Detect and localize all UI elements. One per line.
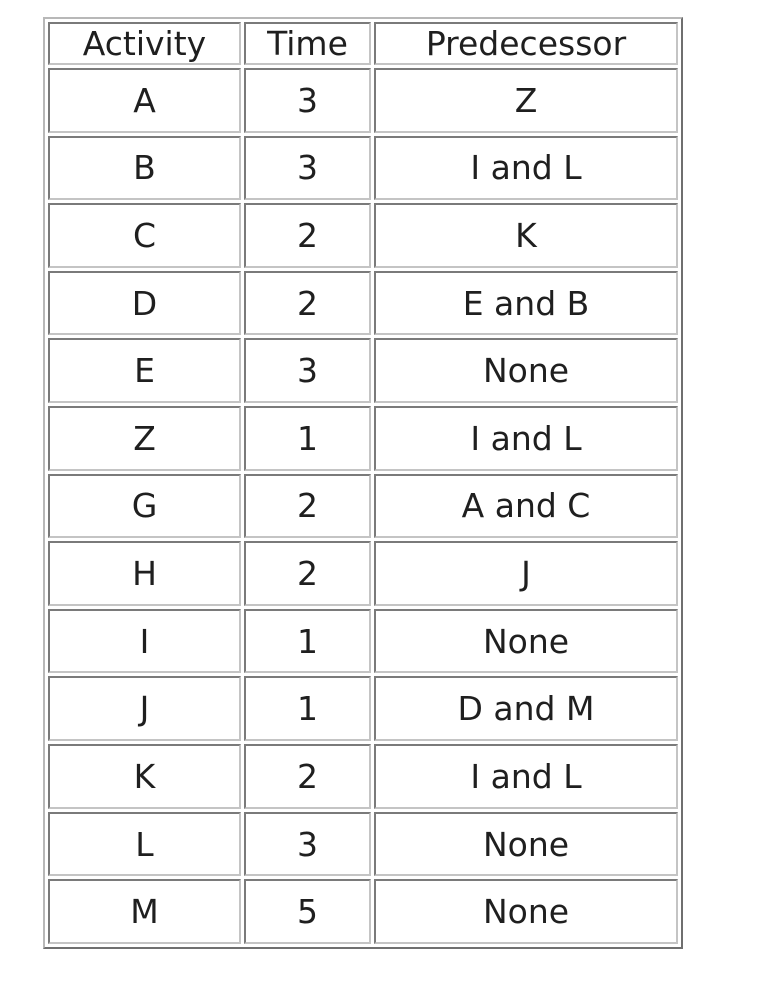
header-row — [48, 22, 678, 65]
cell-time: 3 — [244, 68, 371, 133]
cell-activity: D — [48, 271, 241, 336]
activity-table-frame — [43, 17, 683, 949]
cell-predecessor: E and B — [374, 271, 678, 336]
cell-activity: Z — [48, 406, 241, 471]
cell-predecessor: Z — [374, 68, 678, 133]
header-predecessor: Predecessor — [374, 22, 678, 65]
cell-activity: K — [48, 744, 241, 809]
cell-predecessor: K — [374, 203, 678, 268]
cell-activity: G — [48, 474, 241, 539]
header-activity: Activity — [48, 22, 241, 65]
table-row — [48, 136, 678, 201]
cell-predecessor: A and C — [374, 474, 678, 539]
cell-time: 3 — [244, 338, 371, 403]
cell-time: 5 — [244, 879, 371, 944]
table-row — [48, 541, 678, 606]
cell-activity: E — [48, 338, 241, 403]
cell-predecessor: I and L — [374, 744, 678, 809]
cell-activity: B — [48, 136, 241, 201]
cell-predecessor: J — [374, 541, 678, 606]
table-row — [48, 271, 678, 336]
cell-activity: M — [48, 879, 241, 944]
cell-time: 3 — [244, 812, 371, 877]
cell-time: 2 — [244, 541, 371, 606]
cell-activity: L — [48, 812, 241, 877]
table-row — [48, 68, 678, 133]
cell-activity: A — [48, 68, 241, 133]
cell-predecessor: None — [374, 338, 678, 403]
cell-activity: I — [48, 609, 241, 674]
cell-time: 2 — [244, 744, 371, 809]
cell-activity: H — [48, 541, 241, 606]
cell-time: 2 — [244, 203, 371, 268]
cell-activity: J — [48, 676, 241, 741]
cell-time: 1 — [244, 406, 371, 471]
activity-table — [45, 19, 681, 947]
cell-predecessor: I and L — [374, 136, 678, 201]
table-row — [48, 203, 678, 268]
cell-predecessor: None — [374, 812, 678, 877]
table-row — [48, 338, 678, 403]
cell-time: 1 — [244, 609, 371, 674]
header-time: Time — [244, 22, 371, 65]
cell-time: 2 — [244, 271, 371, 336]
table-row — [48, 812, 678, 877]
table-row — [48, 609, 678, 674]
table-row — [48, 474, 678, 539]
cell-time: 3 — [244, 136, 371, 201]
table-row — [48, 676, 678, 741]
cell-predecessor: D and M — [374, 676, 678, 741]
cell-time: 1 — [244, 676, 371, 741]
table-row — [48, 744, 678, 809]
table-row — [48, 406, 678, 471]
cell-time: 2 — [244, 474, 371, 539]
cell-predecessor: I and L — [374, 406, 678, 471]
cell-predecessor: None — [374, 879, 678, 944]
cell-activity: C — [48, 203, 241, 268]
cell-predecessor: None — [374, 609, 678, 674]
table-row — [48, 879, 678, 944]
